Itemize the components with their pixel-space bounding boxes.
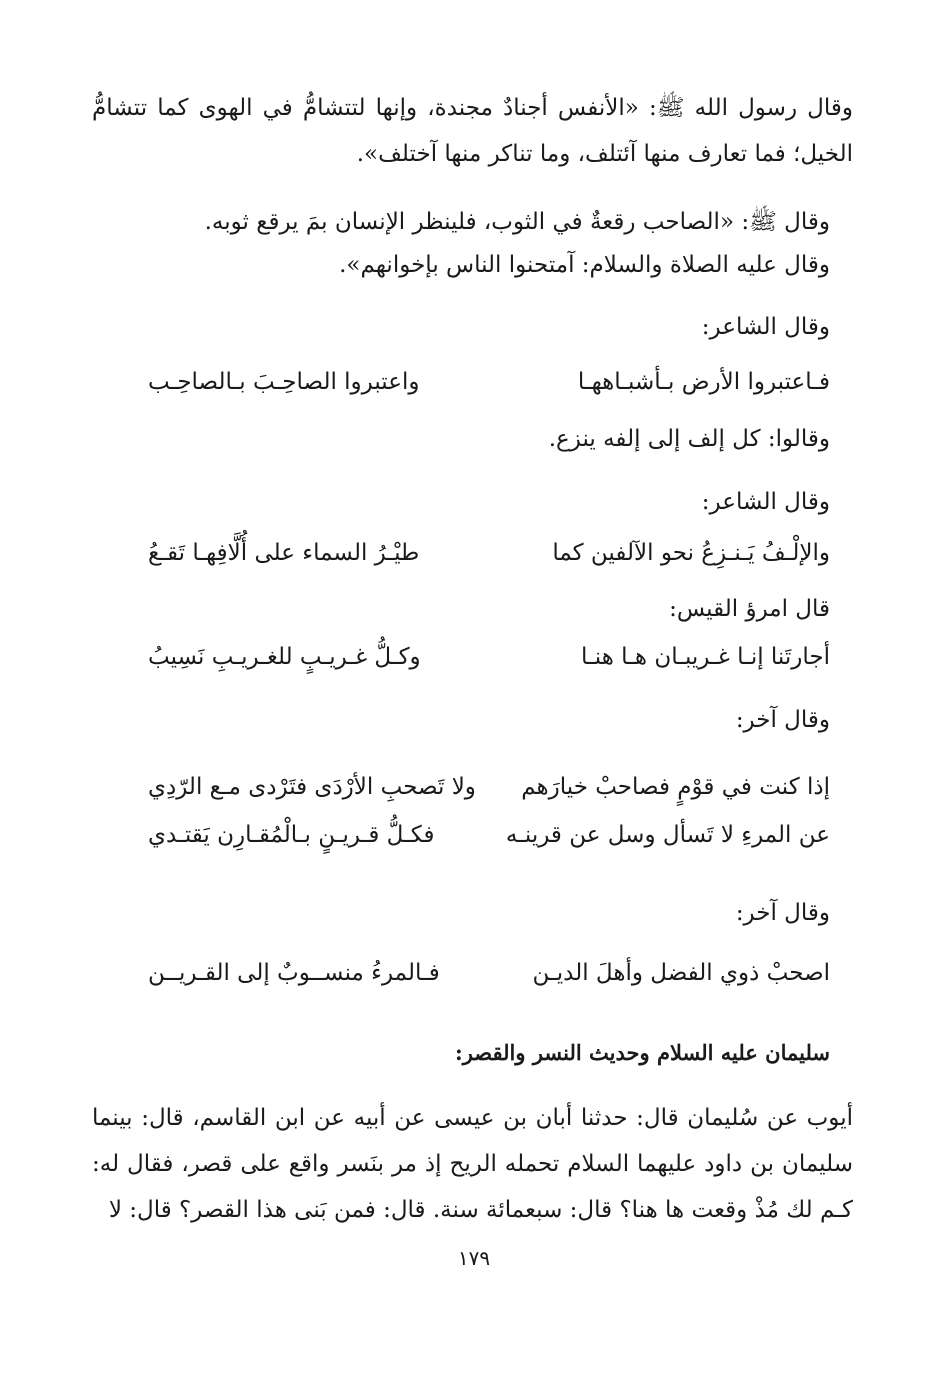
verse-second-hemistich: وكـلُّ غـريـبٍ للغـريـبِ نَسِيبُ <box>148 644 421 670</box>
verse-first-hemistich: إذا كنت في قوْمٍ فصاحبْ خيارَهم <box>521 774 830 800</box>
verse-second-hemistich: واعتبروا الصاحِـبَ بـالصاحِـب <box>148 369 420 395</box>
poet-label: وقال الشاعر: <box>701 314 830 340</box>
verse-first-hemistich: أجارتَنا إنـا غـريبـان هـا هنـا <box>581 644 830 670</box>
hadith-paragraph: وقال رسول الله ﷺ: «الأنفس أجنادٌ مجندة، وإنها لتتشامُّ في الهوى كما تتشامُّ الخيل؛ فما تعارف منها آئتلف، وما تناكر منها آختلف». <box>92 95 853 167</box>
verse-second-hemistich: طيْـرُ السماء على أُلَّافِهـا تَقـعُ <box>148 540 420 566</box>
poet-label: وقال آخر: <box>735 900 830 926</box>
verse-first-hemistich: والإلْـفُ يَـنـزِعُ نحو الآلفين كما <box>552 540 830 566</box>
hadith-test-line: وقال عليه الصلاة والسلام: آمتحنوا الناس بإخوانهم». <box>339 252 830 278</box>
poet-label: قال امرؤ القيس: <box>669 596 830 622</box>
page-number: ١٧٩ <box>457 1246 491 1270</box>
narration-paragraph: أيوب عن سُليمان قال: حدثنا أبان بن عيسى عن أبيه عن ابن القاسم، قال: بينما سليمان بن داود عليهما السلام تحمله الريح إذ مر بنَسر واقع على قصر، فقال له: كـم لك مُذْ وقعت ها هنا؟ قال: سبعمائة سنة. قال: فمن بَنى هذا القصر؟ قال: لا <box>92 1105 853 1223</box>
hadith-companion-line: وقال ﷺ: «الصاحب رقعةٌ في الثوب، فلينظر الإنسان بمَ يرقع ثوبه. <box>204 209 830 235</box>
verse-first-hemistich: اصحبْ ذوي الفضل وأهلَ الديـن <box>532 960 830 986</box>
verse-second-hemistich: فـالمرءُ منســوبٌ إلى القـريــن <box>148 960 440 986</box>
saying-line: وقالوا: كل إلف إلى إلفه ينزع. <box>548 426 830 452</box>
poet-label: وقال آخر: <box>735 707 830 733</box>
verse-second-hemistich: ولا تَصحبِ الأرْدَى فتَرْدى مـع الرّدِي <box>148 774 476 800</box>
verse-first-hemistich: عن المرءِ لا تَسأل وسل عن قرينـه <box>505 822 830 848</box>
verse-second-hemistich: فكـلُّ قـريـنٍ بـالْمُقـارِن يَقتـدي <box>148 822 435 848</box>
section-heading: سليمان عليه السلام وحديث النسر والقصر: <box>454 1040 830 1065</box>
poet-label: وقال الشاعر: <box>701 489 830 515</box>
verse-first-hemistich: فـاعتبروا الأرض بـأشبـاههـا <box>577 369 830 395</box>
